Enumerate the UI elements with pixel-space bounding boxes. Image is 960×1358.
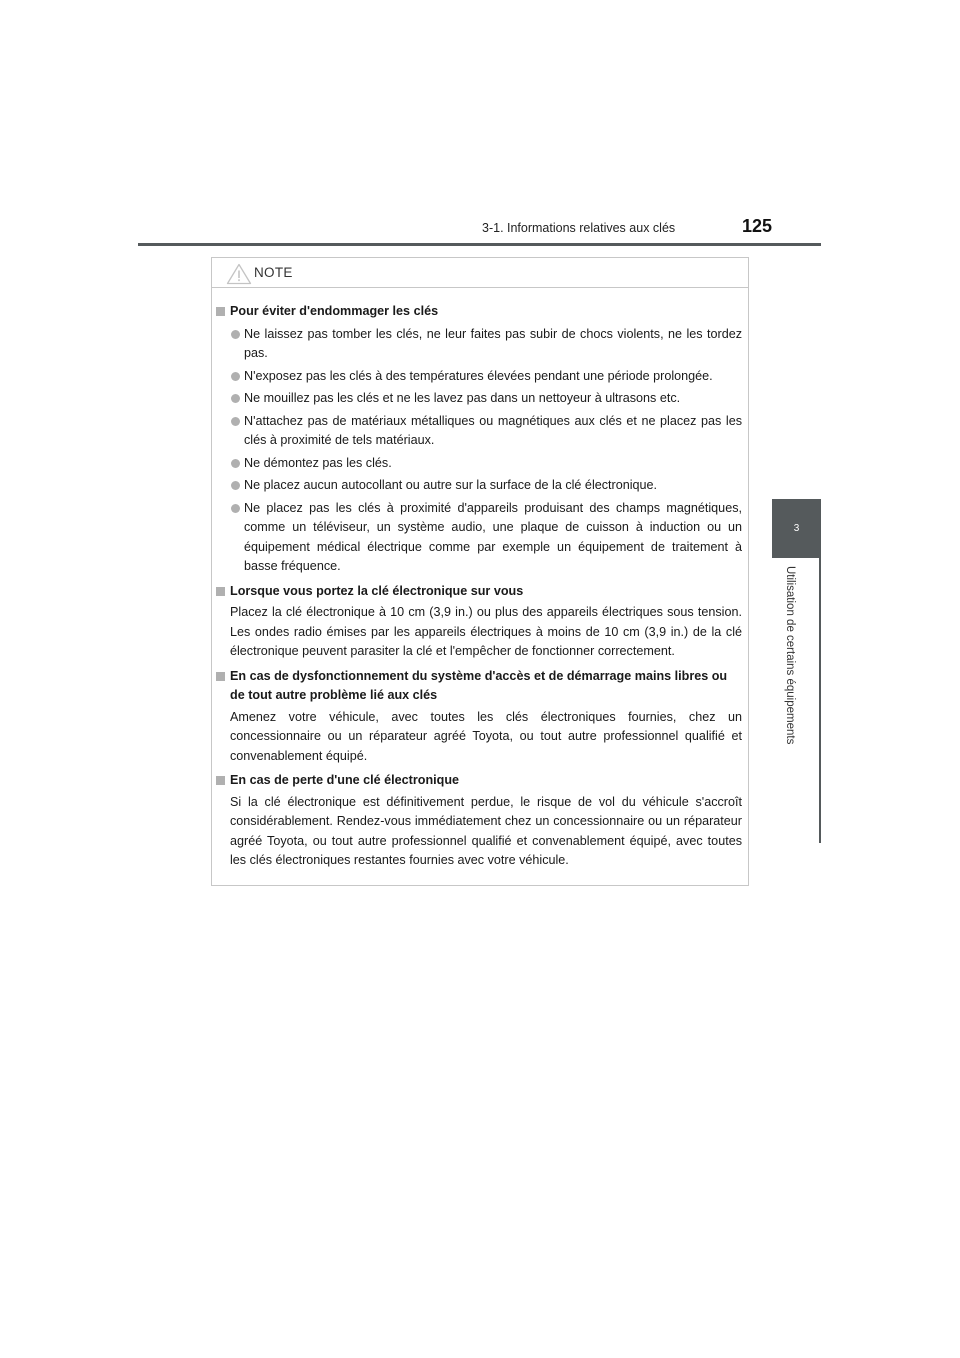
note-header <box>212 258 748 288</box>
section-heading: En cas de dysfonctionnement du système d'accès et de démarrage mains libres ou de tout autre problème lié aux clés <box>230 667 742 706</box>
section-heading: Lorsque vous portez la clé électronique sur vous <box>230 582 742 602</box>
section-paragraph: Amenez votre véhicule, avec toutes les clés électroniques fournies, chez un concessionnaire ou un réparateur agréé Toyota, ou tout autre professionnel qualifié et convenablement équipé. <box>230 709 742 763</box>
chapter-tab <box>772 499 821 558</box>
section-heading: En cas de perte d'une clé électronique <box>230 771 742 791</box>
note-section-malfunction <box>212 667 748 767</box>
bullet-item: Ne démontez pas les clés. <box>230 454 742 474</box>
section-paragraph: Si la clé électronique est définitivement perdue, le risque de vol du véhicule s'accroît considérablement. Rendez-vous immédiatement chez un concessionnaire ou un réparateur agréé Toyota, ou tout autre professionnel qualifié et convenablement équipé, avec toutes les clés électroniques restantes fournies avec votre véhicule. <box>230 794 742 867</box>
bullet-item: Ne mouillez pas les clés et ne les lavez pas dans un nettoyeur à ultrasons etc. <box>230 389 742 409</box>
note-label: NOTE <box>254 265 293 280</box>
note-section-lost-key <box>212 771 748 871</box>
warning-triangle-icon <box>226 263 252 285</box>
note-section-carrying-key <box>212 582 748 662</box>
note-section-key-care <box>212 302 748 577</box>
section-title: 3-1. Informations relatives aux clés <box>482 221 676 235</box>
header-divider <box>138 243 821 246</box>
section-heading: Pour éviter d'endommager les clés <box>230 302 742 322</box>
chapter-title: Utilisation de certains équipements <box>784 566 796 745</box>
bullet-item: Ne laissez pas tomber les clés, ne leur faites pas subir de chocs violents, ne les tordez pas. <box>230 325 742 364</box>
bullet-item: N'attachez pas de matériaux métalliques ou magnétiques aux clés et ne placez pas les clés à proximité de tels matériaux. <box>230 412 742 451</box>
bullet-item: Ne placez pas les clés à proximité d'appareils produisant des champs magnétiques, comme un téléviseur, un système audio, une plaque de cuisson à induction ou un équipement médical électrique comme par exemple un équipement de traitement à basse fréquence. <box>230 499 742 577</box>
page-number: 125 <box>742 216 773 236</box>
chapter-number: 3 <box>793 523 800 534</box>
bullet-item: Ne placez aucun autocollant ou autre sur la surface de la clé électronique. <box>230 476 742 496</box>
bullet-item: N'exposez pas les clés à des températures élevées pendant une période prolongée. <box>230 367 742 387</box>
note-content <box>212 300 748 871</box>
section-paragraph: Placez la clé électronique à 10 cm (3,9 in.) ou plus des appareils électriques sous tension. Les ondes radio émises par les appareils électriques à moins de 10 cm (3,9 in.) de la clé électronique peuvent parasiter la clé et l'empêcher de fonctionner correctement. <box>230 605 742 658</box>
note-box <box>211 257 749 886</box>
chapter-side-line <box>819 558 821 843</box>
